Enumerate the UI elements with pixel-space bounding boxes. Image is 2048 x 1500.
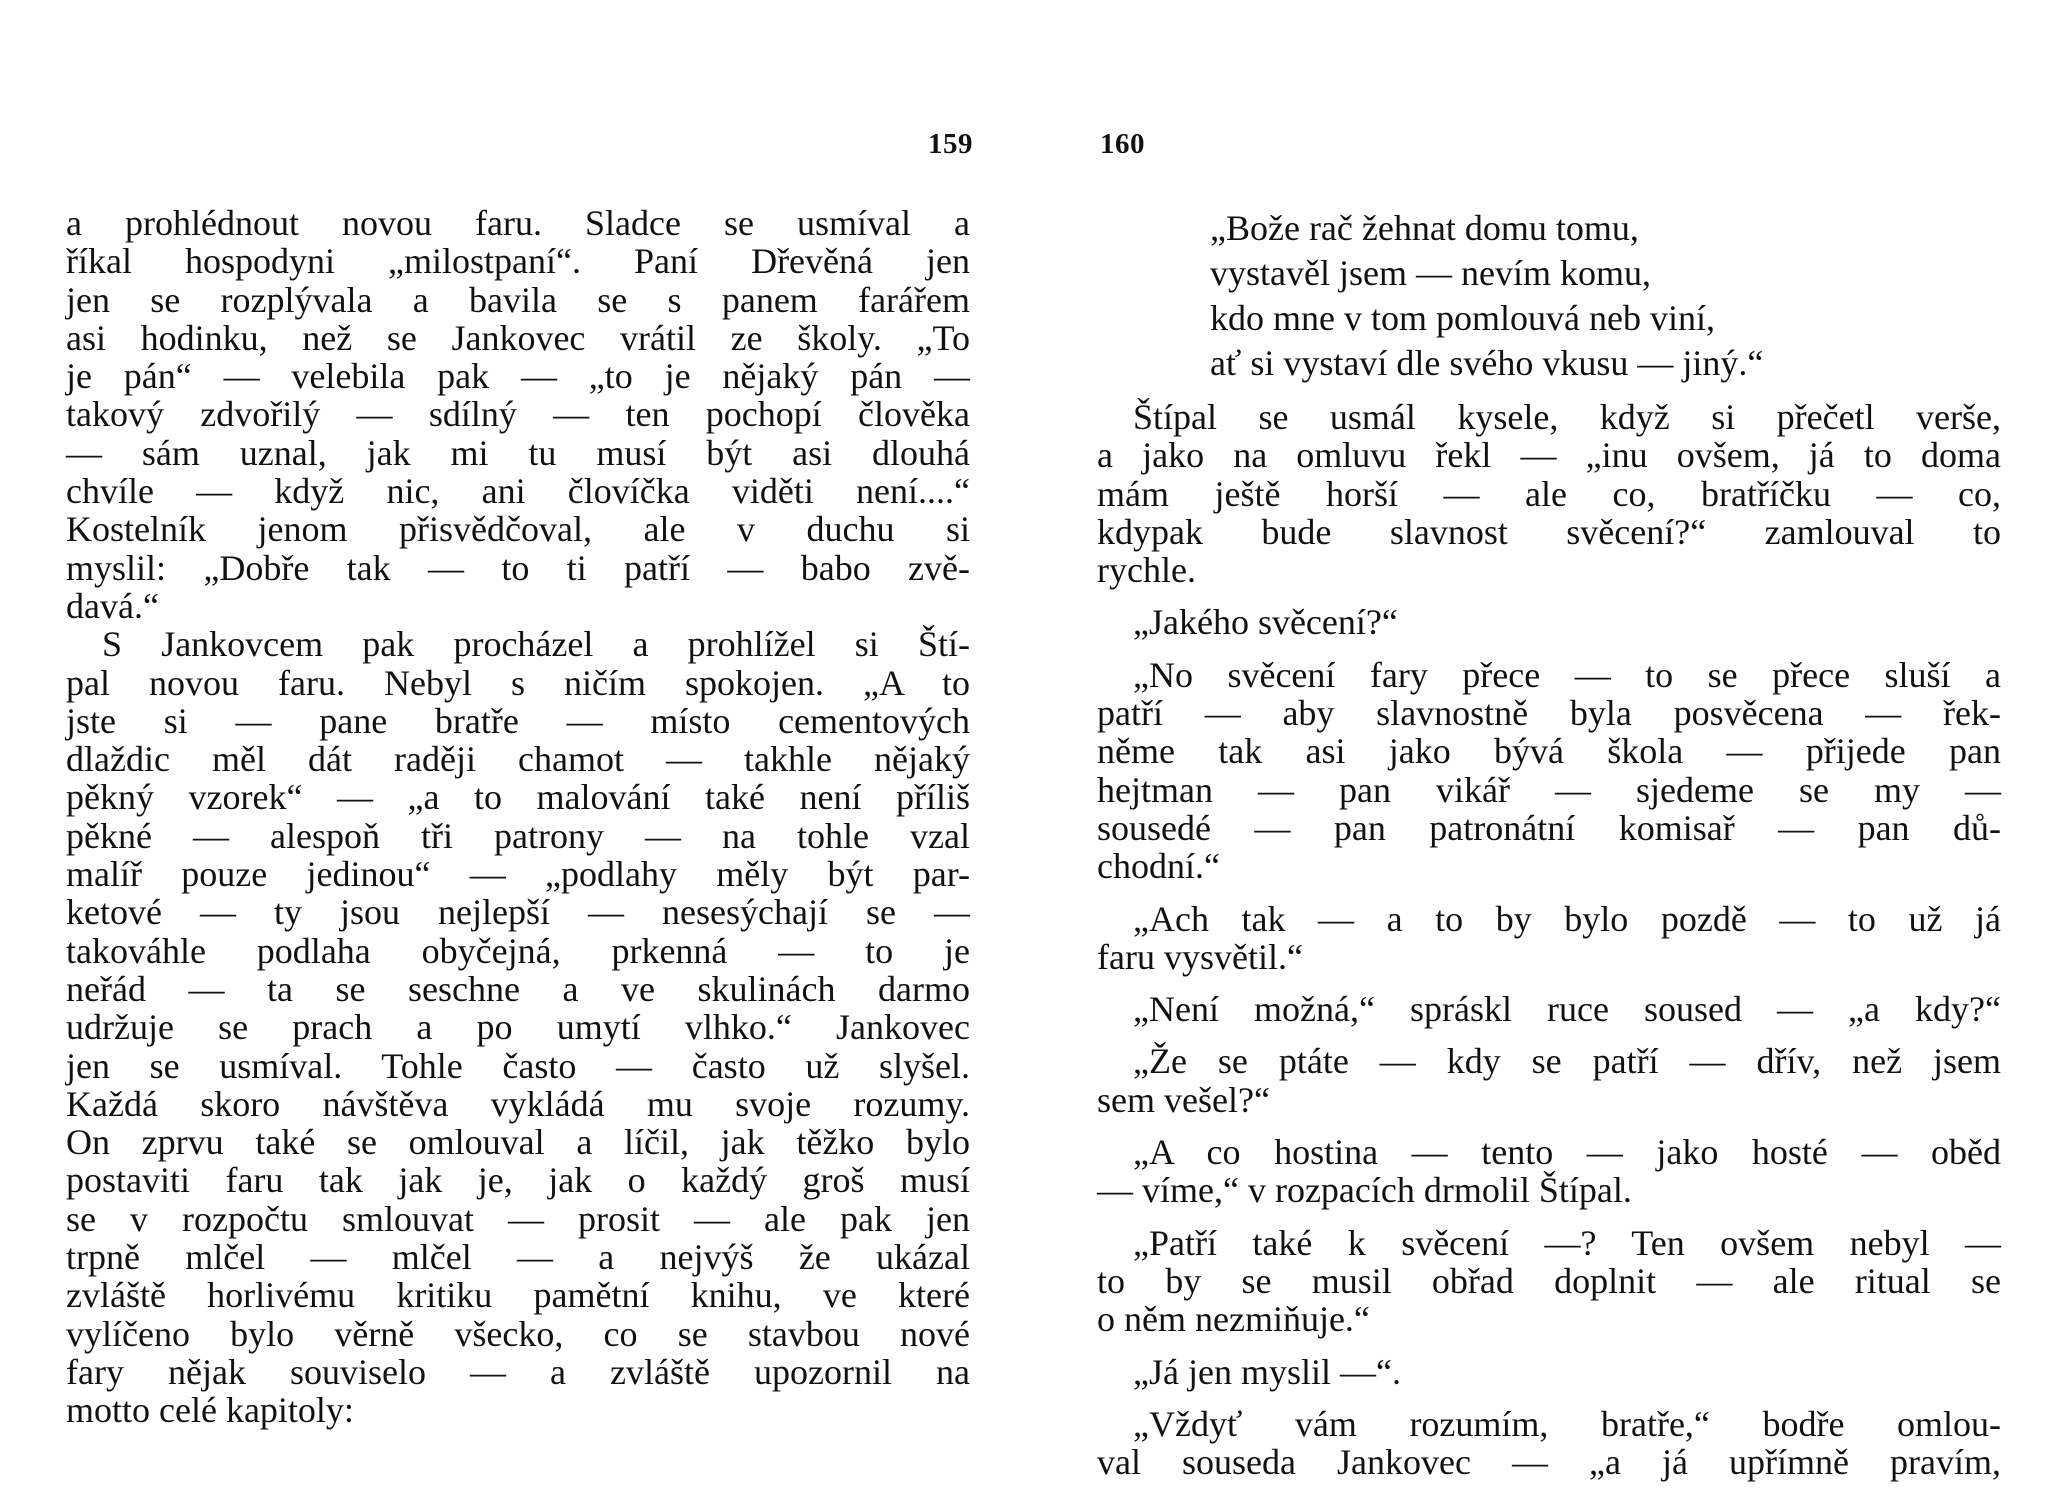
poem-line: ať si vystaví dle svého vkusu — jiný.“ xyxy=(1210,343,1764,383)
text-line: malíř pouze jedinou“ — „podlahy měly být par- xyxy=(66,854,970,895)
text-line: vylíčeno bylo věrně všecko, co se stavbou nové xyxy=(66,1313,970,1354)
right-page-text xyxy=(1097,206,2001,1481)
text-line: motto celé kapitoly: xyxy=(66,1390,354,1431)
text-line: jen se usmíval. Tohle často — často už slyšel. xyxy=(66,1045,970,1086)
text-line: hejtman — pan vikář — sjedeme se my — xyxy=(1097,769,2001,810)
text-line: Každá skoro návštěva vykládá mu svoje rozumy. xyxy=(66,1083,970,1124)
text-line: kdypak bude slavnost svěcení?“ zamlouval to xyxy=(1097,511,2001,552)
text-line: fary nějak souviselo — a zvláště upozornil na xyxy=(66,1351,970,1392)
text-line: pěkné — alespoň tři patrony — na tohle vzal xyxy=(66,815,970,856)
text-line: ketové — ty jsou nejlepší — nesesýchají se — xyxy=(66,892,970,933)
text-line: „Není možná,“ spráskl ruce soused — „a kdy?“ xyxy=(1133,989,2001,1030)
text-line: rychle. xyxy=(1097,550,1196,591)
text-line: sousedé — pan patronátní komisař — pan dů- xyxy=(1097,807,2001,848)
text-line: se v rozpočtu smlouvat — prosit — ale pak jen xyxy=(66,1198,970,1239)
text-line: takováhle podlaha obyčejná, prkenná — to je xyxy=(66,930,970,971)
text-line: asi hodinku, než se Jankovec vrátil ze školy. „To xyxy=(66,317,970,358)
text-line: a jako na omluvu řekl — „inu ovšem, já to doma xyxy=(1097,435,2001,476)
poem-line: kdo mne v tom pomlouvá neb viní, xyxy=(1210,298,1715,338)
text-line: jste si — pane bratře — místo cementových xyxy=(66,700,970,741)
text-line: val souseda Jankovec — „a já upřímně pravím, xyxy=(1097,1442,2001,1483)
text-line: faru vysvětil.“ xyxy=(1097,936,1303,977)
text-line: zvláště horlivému kritiku pamětní knihu, ve které xyxy=(66,1275,970,1316)
text-line: On zprvu také se omlouval a líčil, jak těžko bylo xyxy=(66,1122,970,1163)
text-line: „No svěcení fary přece — to se přece sluší a xyxy=(1133,654,2001,695)
text-line: takový zdvořilý — sdílný — ten pochopí člověka xyxy=(66,394,970,435)
text-line: „Vždyť vám rozumím, bratře,“ bodře omlou- xyxy=(1133,1403,2001,1444)
text-line: postaviti faru tak jak je, jak o každý groš musí xyxy=(66,1160,970,1201)
text-line: Kostelník jenom přisvědčoval, ale v duchu si xyxy=(66,509,970,550)
text-line: „Patří také k svěcení —? Ten ovšem nebyl — xyxy=(1133,1222,2001,1263)
text-line: myslil: „Dobře tak — to ti patří — babo zvě- xyxy=(66,547,970,588)
text-line: něme tak asi jako bývá škola — přijede pan xyxy=(1097,731,2001,772)
text-line: Štípal se usmál kysele, když si přečetl verše, xyxy=(1133,397,2001,437)
text-line: — sám uznal, jak mi tu musí být asi dlouhá xyxy=(66,432,970,473)
text-line: „Já jen myslil —“. xyxy=(1133,1351,1401,1392)
text-line: to by se musil obřad doplnit — ale ritual se xyxy=(1097,1260,2001,1301)
text-line: pal novou faru. Nebyl s ničím spokojen. „A to xyxy=(66,662,970,703)
text-line: sem vešel?“ xyxy=(1097,1079,1270,1120)
text-line: davá.“ xyxy=(66,585,159,626)
page-number-right: 160 xyxy=(1100,128,1145,160)
text-line: dlaždic měl dát raději chamot — takhle nějaký xyxy=(66,739,970,780)
page-number-left: 159 xyxy=(928,128,973,160)
text-line: říkal hospodyni „milostpaní“. Paní Dřevěná jen xyxy=(66,241,970,282)
poem-line: „Bože rač žehnat domu tomu, xyxy=(1210,208,1639,248)
text-line: pěkný vzorek“ — „a to malování také není příliš xyxy=(66,777,970,818)
poem-line: vystavěl jsem — nevím komu, xyxy=(1210,253,1651,293)
text-line: chodní.“ xyxy=(1097,846,1220,887)
text-line: chvíle — když nic, ani človíčka viděti není....“ xyxy=(66,471,970,512)
text-line: „Že se ptáte — kdy se patří — dřív, než jsem xyxy=(1133,1041,2001,1082)
text-line: mám ještě horší — ale co, bratříčku — co, xyxy=(1097,473,2001,514)
text-line: patří — aby slavnostně byla posvěcena — řek- xyxy=(1097,693,2001,734)
text-line: „Ach tak — a to by bylo pozdě — to už já xyxy=(1133,898,2001,939)
text-line: je pán“ — velebila pak — „to je nějaký pán — xyxy=(66,356,970,397)
text-line: S Jankovcem pak procházel a prohlížel si Ští- xyxy=(102,624,970,665)
text-line: neřád — ta se seschne a ve skulinách darmo xyxy=(66,968,970,1009)
left-page-text xyxy=(66,204,970,1430)
text-line: a prohlédnout novou faru. Sladce se usmíval a xyxy=(66,203,970,243)
poem-motto xyxy=(1097,206,2001,386)
text-line: „A co hostina — tento — jako hosté — oběd xyxy=(1133,1132,2001,1173)
text-line: „Jakého svěcení?“ xyxy=(1133,602,1398,643)
text-line: jen se rozplývala a bavila se s panem farářem xyxy=(66,279,970,320)
right-page-prose xyxy=(1097,398,2001,1481)
text-line: udržuje se prach a po umytí vlhko.“ Jankovec xyxy=(66,1007,970,1048)
text-line: trpně mlčel — mlčel — a nejvýš že ukázal xyxy=(66,1237,970,1278)
text-line: — víme,“ v rozpacích drmolil Štípal. xyxy=(1097,1170,1632,1211)
text-line: o něm nezmiňuje.“ xyxy=(1097,1299,1370,1340)
